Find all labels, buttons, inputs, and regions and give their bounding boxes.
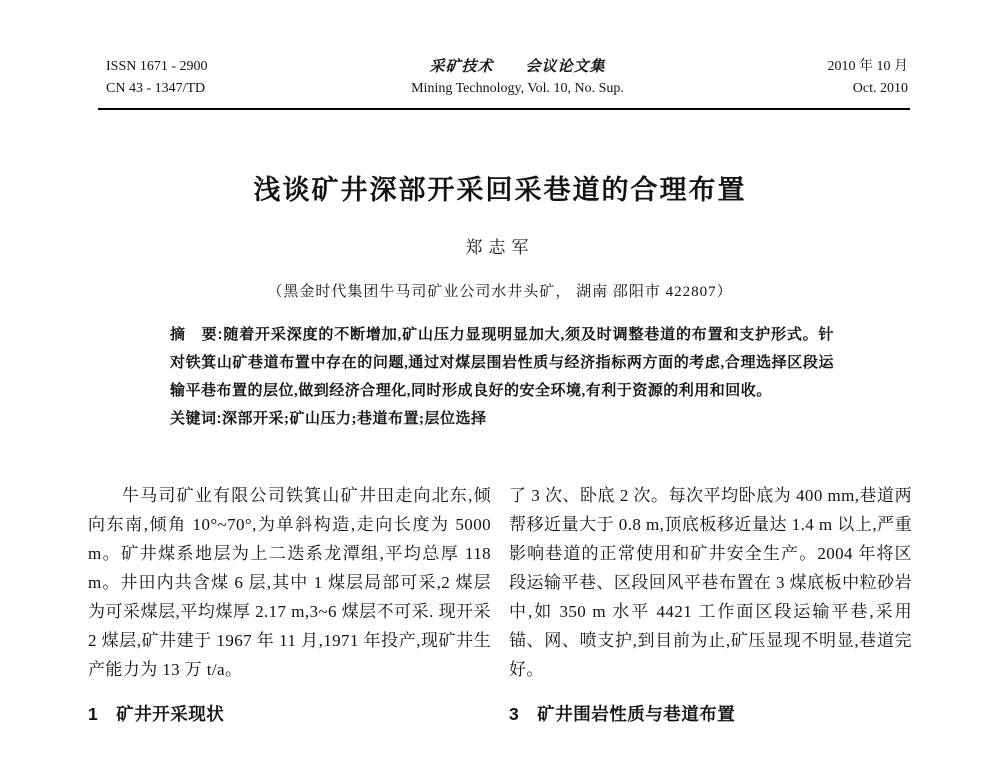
issue-date-block xyxy=(828,56,909,100)
section-heading-3: 3 矿井围岩性质与巷道布置 xyxy=(509,704,736,724)
issn-block xyxy=(106,56,208,100)
journal-header xyxy=(106,56,908,100)
journal-title-block xyxy=(411,56,624,100)
abstract-label: 摘 要: xyxy=(170,326,224,343)
body-columns xyxy=(88,481,912,726)
cn-number-line: CN 43 - 1347/TD xyxy=(106,81,206,96)
affiliation: （黑金时代集团牛马司矿业公司水井头矿， 湖南 邵阳市 422807） xyxy=(267,284,733,300)
left-column xyxy=(88,481,491,726)
header-divider xyxy=(98,108,910,110)
author-name: 郑志军 xyxy=(465,238,535,257)
issue-date-cn: 2010 年 10 月 xyxy=(827,59,908,74)
right-paragraph: 了 3 次、卧底 2 次。每次平均卧底为 400 mm,巷道两帮移近量大于 0.8 m,顶底板移近量达 1.4 m 以上,严重影响巷道的正常使用和矿井安全生产。2004 年将区段运输平巷、区段回风平巷布置在 3 煤底板中粒砂岩中,如 350 m 水平 4421 工作面区段运输平巷,采用锚、网、喷支护,到目前为止,矿压显现不明显,巷道完好。 xyxy=(509,486,912,679)
right-column xyxy=(509,481,912,726)
journal-title-en: Mining Technology, Vol. 10, No. Sup. xyxy=(411,81,624,96)
abstract xyxy=(170,321,834,405)
left-paragraph: 牛马司矿业有限公司铁箕山矿井田走向北东,倾向东南,倾角 10°~70°,为单斜构造,走向长度为 5000 m。矿井煤系地层为上二迭系龙潭组,平均总厚 118 m。井田内共含煤 6 层,其中 1 煤层局部可采,2 煤层为可采煤层,平均煤厚 2.17 m,3~6 煤层不可采. 现开采 2 煤层,矿井建于 1967 年 11 月,1971 年投产,现矿井生产能力为 13 万 t/a。 xyxy=(88,486,491,679)
keywords xyxy=(170,405,834,433)
section-heading-1: 1 矿井开采现状 xyxy=(88,704,225,724)
journal-title-cn: 采矿技术 会议论文集 xyxy=(429,59,606,75)
issn-line: ISSN 1671 - 2900 xyxy=(106,59,208,74)
article-title: 浅谈矿井深部开采回采巷道的合理布置 xyxy=(253,175,747,205)
keywords-text: 深部开采;矿山压力;巷道布置;层位选择 xyxy=(222,411,487,427)
keywords-label: 关键词: xyxy=(170,410,222,427)
abstract-text: 随着开采深度的不断增加,矿山压力显现明显加大,须及时调整巷道的布置和支护形式。针对铁箕山矿巷道布置中存在的问题,通过对煤层围岩性质与经济指标两方面的考虑,合理选择区段运输平巷布置的层位,做到经济合理化,同时形成良好的安全环境,有利于资源的利用和回收。 xyxy=(170,327,834,399)
issue-date-en: Oct. 2010 xyxy=(852,81,908,96)
